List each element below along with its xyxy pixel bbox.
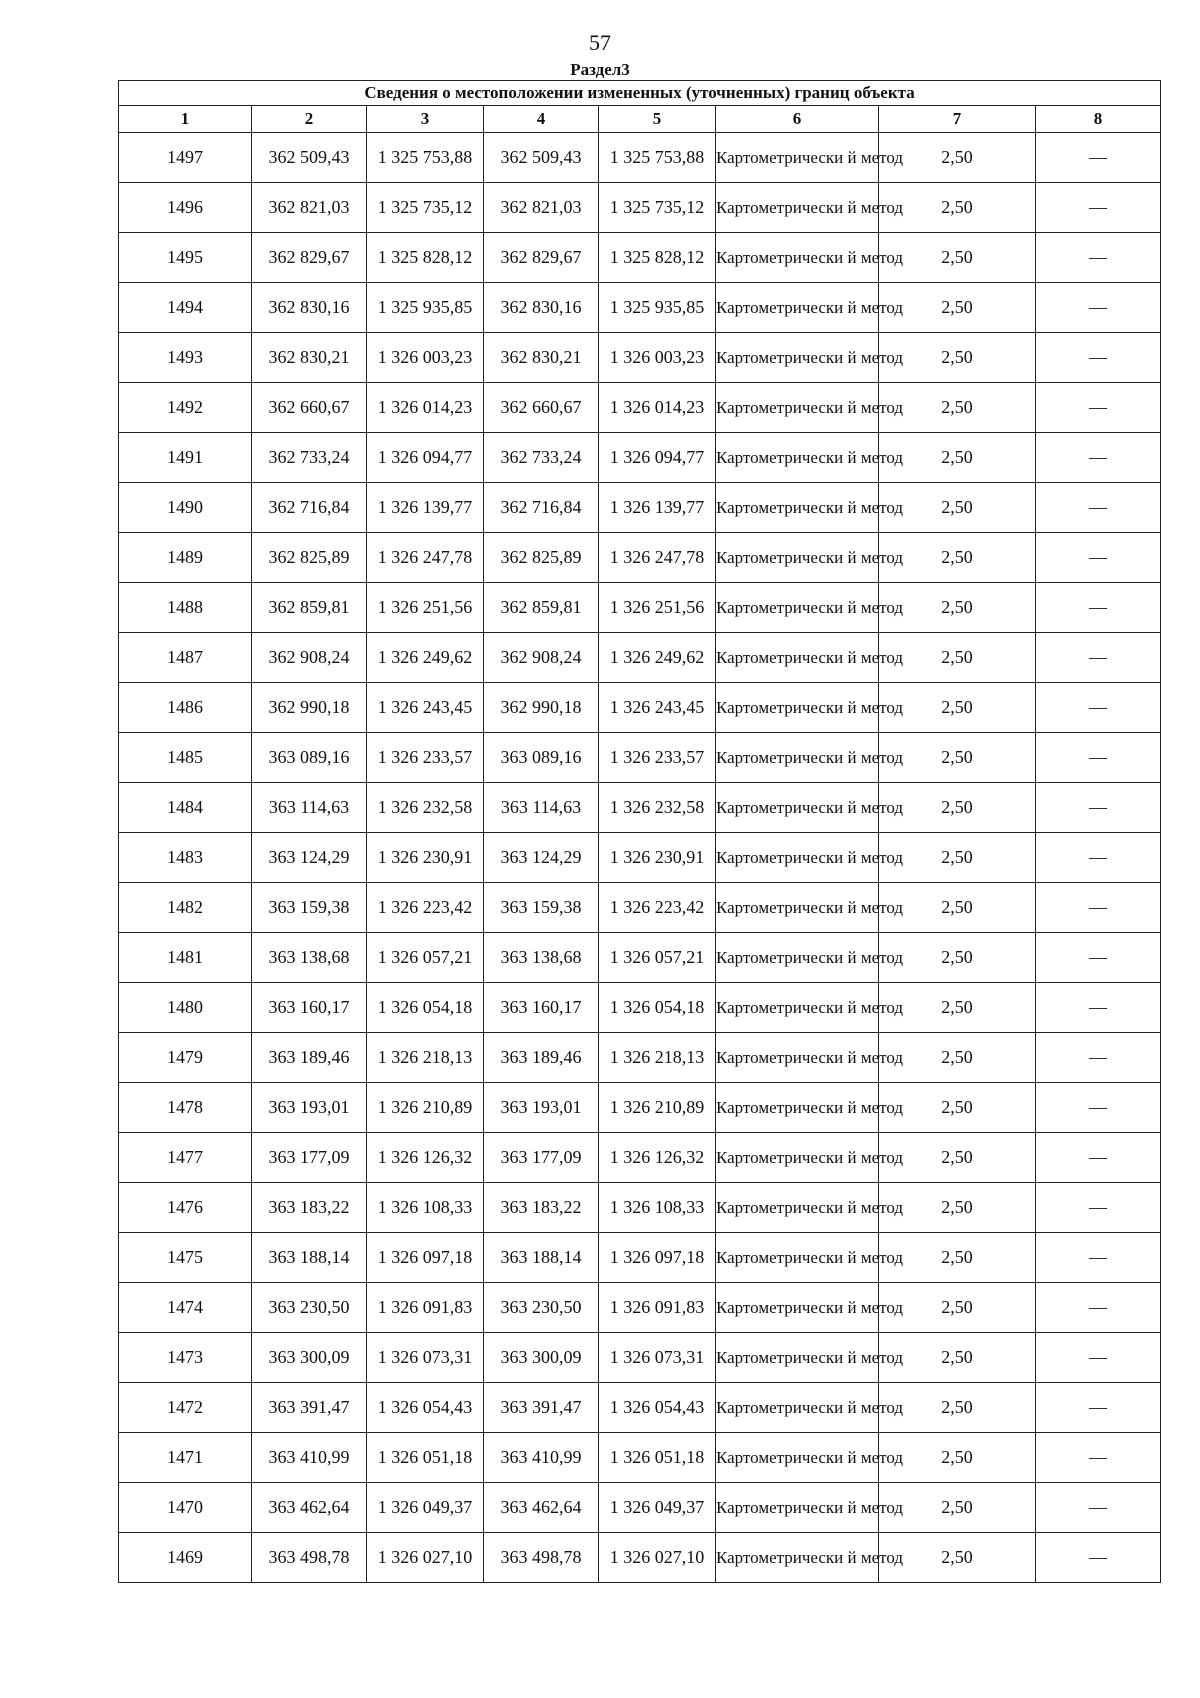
y-new-cell: 1 326 223,42 <box>599 883 716 933</box>
table-row <box>119 133 1161 183</box>
accuracy-cell: 2,50 <box>879 383 1036 433</box>
description-cell: — <box>1036 833 1161 883</box>
method-cell: Картометрически й метод <box>716 233 879 283</box>
y-new-cell: 1 325 753,88 <box>599 133 716 183</box>
x-old-cell: 362 908,24 <box>252 633 367 683</box>
method-cell: Картометрически й метод <box>716 983 879 1033</box>
description-cell: — <box>1036 133 1161 183</box>
point-number-cell: 1487 <box>119 633 252 683</box>
x-new-cell: 363 498,78 <box>484 1533 599 1583</box>
point-number-cell: 1477 <box>119 1133 252 1183</box>
x-old-cell: 362 825,89 <box>252 533 367 583</box>
description-cell: — <box>1036 1233 1161 1283</box>
column-header: 7 <box>879 106 1036 133</box>
y-old-cell: 1 326 091,83 <box>367 1283 484 1333</box>
point-number-cell: 1473 <box>119 1333 252 1383</box>
y-new-cell: 1 326 054,43 <box>599 1383 716 1433</box>
x-new-cell: 363 089,16 <box>484 733 599 783</box>
y-new-cell: 1 326 108,33 <box>599 1183 716 1233</box>
description-cell: — <box>1036 1483 1161 1533</box>
y-new-cell: 1 326 073,31 <box>599 1333 716 1383</box>
method-cell: Картометрически й метод <box>716 1383 879 1433</box>
y-new-cell: 1 326 249,62 <box>599 633 716 683</box>
y-old-cell: 1 326 003,23 <box>367 333 484 383</box>
description-cell: — <box>1036 1133 1161 1183</box>
column-header: 4 <box>484 106 599 133</box>
x-new-cell: 362 859,81 <box>484 583 599 633</box>
method-cell: Картометрически й метод <box>716 183 879 233</box>
method-cell: Картометрически й метод <box>716 733 879 783</box>
x-old-cell: 362 716,84 <box>252 483 367 533</box>
column-header: 2 <box>252 106 367 133</box>
x-old-cell: 362 830,16 <box>252 283 367 333</box>
accuracy-cell: 2,50 <box>879 883 1036 933</box>
table-row <box>119 333 1161 383</box>
description-cell: — <box>1036 1433 1161 1483</box>
method-cell: Картометрически й метод <box>716 333 879 383</box>
x-old-cell: 363 230,50 <box>252 1283 367 1333</box>
coordinates-table <box>118 80 1161 1583</box>
y-new-cell: 1 326 218,13 <box>599 1033 716 1083</box>
point-number-cell: 1475 <box>119 1233 252 1283</box>
table-row <box>119 283 1161 333</box>
description-cell: — <box>1036 883 1161 933</box>
x-old-cell: 362 990,18 <box>252 683 367 733</box>
accuracy-cell: 2,50 <box>879 583 1036 633</box>
y-old-cell: 1 326 243,45 <box>367 683 484 733</box>
method-cell: Картометрически й метод <box>716 133 879 183</box>
description-cell: — <box>1036 233 1161 283</box>
y-old-cell: 1 326 057,21 <box>367 933 484 983</box>
y-new-cell: 1 326 247,78 <box>599 533 716 583</box>
x-new-cell: 362 716,84 <box>484 483 599 533</box>
description-cell: — <box>1036 1083 1161 1133</box>
point-number-cell: 1497 <box>119 133 252 183</box>
accuracy-cell: 2,50 <box>879 783 1036 833</box>
column-header-row <box>119 106 1161 133</box>
table-row <box>119 233 1161 283</box>
y-old-cell: 1 325 735,12 <box>367 183 484 233</box>
x-old-cell: 363 188,14 <box>252 1233 367 1283</box>
method-cell: Картометрически й метод <box>716 283 879 333</box>
y-old-cell: 1 326 223,42 <box>367 883 484 933</box>
table-row <box>119 533 1161 583</box>
x-new-cell: 362 660,67 <box>484 383 599 433</box>
description-cell: — <box>1036 333 1161 383</box>
description-cell: — <box>1036 1033 1161 1083</box>
table-row <box>119 633 1161 683</box>
accuracy-cell: 2,50 <box>879 1383 1036 1433</box>
method-cell: Картометрически й метод <box>716 1483 879 1533</box>
accuracy-cell: 2,50 <box>879 833 1036 883</box>
x-new-cell: 363 300,09 <box>484 1333 599 1383</box>
y-old-cell: 1 326 233,57 <box>367 733 484 783</box>
point-number-cell: 1470 <box>119 1483 252 1533</box>
table-row <box>119 1033 1161 1083</box>
accuracy-cell: 2,50 <box>879 333 1036 383</box>
method-cell: Картометрически й метод <box>716 1533 879 1583</box>
y-old-cell: 1 326 049,37 <box>367 1483 484 1533</box>
accuracy-cell: 2,50 <box>879 133 1036 183</box>
x-new-cell: 363 124,29 <box>484 833 599 883</box>
x-new-cell: 362 825,89 <box>484 533 599 583</box>
table-row <box>119 483 1161 533</box>
x-old-cell: 363 159,38 <box>252 883 367 933</box>
table-row <box>119 1183 1161 1233</box>
method-cell: Картометрически й метод <box>716 383 879 433</box>
description-cell: — <box>1036 783 1161 833</box>
point-number-cell: 1490 <box>119 483 252 533</box>
x-old-cell: 362 733,24 <box>252 433 367 483</box>
point-number-cell: 1484 <box>119 783 252 833</box>
y-old-cell: 1 326 230,91 <box>367 833 484 883</box>
x-new-cell: 363 193,01 <box>484 1083 599 1133</box>
x-new-cell: 363 462,64 <box>484 1483 599 1533</box>
point-number-cell: 1480 <box>119 983 252 1033</box>
y-old-cell: 1 325 935,85 <box>367 283 484 333</box>
column-header: 6 <box>716 106 879 133</box>
y-new-cell: 1 326 251,56 <box>599 583 716 633</box>
y-new-cell: 1 326 210,89 <box>599 1083 716 1133</box>
point-number-cell: 1474 <box>119 1283 252 1333</box>
accuracy-cell: 2,50 <box>879 183 1036 233</box>
x-old-cell: 363 300,09 <box>252 1333 367 1383</box>
y-old-cell: 1 326 054,18 <box>367 983 484 1033</box>
y-new-cell: 1 326 057,21 <box>599 933 716 983</box>
x-old-cell: 362 509,43 <box>252 133 367 183</box>
table-row <box>119 983 1161 1033</box>
y-new-cell: 1 326 049,37 <box>599 1483 716 1533</box>
point-number-cell: 1471 <box>119 1433 252 1483</box>
accuracy-cell: 2,50 <box>879 1133 1036 1183</box>
column-header: 1 <box>119 106 252 133</box>
accuracy-cell: 2,50 <box>879 1533 1036 1583</box>
description-cell: — <box>1036 983 1161 1033</box>
accuracy-cell: 2,50 <box>879 1483 1036 1533</box>
y-old-cell: 1 326 097,18 <box>367 1233 484 1283</box>
y-new-cell: 1 326 243,45 <box>599 683 716 733</box>
x-new-cell: 362 990,18 <box>484 683 599 733</box>
point-number-cell: 1478 <box>119 1083 252 1133</box>
table-row <box>119 1433 1161 1483</box>
x-new-cell: 363 114,63 <box>484 783 599 833</box>
y-old-cell: 1 326 251,56 <box>367 583 484 633</box>
table-row <box>119 433 1161 483</box>
table-row <box>119 1383 1161 1433</box>
point-number-cell: 1495 <box>119 233 252 283</box>
accuracy-cell: 2,50 <box>879 683 1036 733</box>
x-old-cell: 362 660,67 <box>252 383 367 433</box>
y-new-cell: 1 325 828,12 <box>599 233 716 283</box>
accuracy-cell: 2,50 <box>879 633 1036 683</box>
table-row <box>119 1533 1161 1583</box>
point-number-cell: 1486 <box>119 683 252 733</box>
x-old-cell: 363 124,29 <box>252 833 367 883</box>
x-new-cell: 362 830,16 <box>484 283 599 333</box>
description-cell: — <box>1036 383 1161 433</box>
y-new-cell: 1 326 232,58 <box>599 783 716 833</box>
method-cell: Картометрически й метод <box>716 1433 879 1483</box>
table-caption-row <box>119 81 1161 106</box>
y-old-cell: 1 326 073,31 <box>367 1333 484 1383</box>
table-row <box>119 683 1161 733</box>
accuracy-cell: 2,50 <box>879 1433 1036 1483</box>
y-new-cell: 1 326 051,18 <box>599 1433 716 1483</box>
table-row <box>119 733 1161 783</box>
x-old-cell: 363 089,16 <box>252 733 367 783</box>
method-cell: Картометрически й метод <box>716 633 879 683</box>
table-row <box>119 1333 1161 1383</box>
point-number-cell: 1476 <box>119 1183 252 1233</box>
point-number-cell: 1472 <box>119 1383 252 1433</box>
accuracy-cell: 2,50 <box>879 733 1036 783</box>
description-cell: — <box>1036 683 1161 733</box>
y-new-cell: 1 326 094,77 <box>599 433 716 483</box>
table-row <box>119 583 1161 633</box>
y-old-cell: 1 326 014,23 <box>367 383 484 433</box>
y-old-cell: 1 326 139,77 <box>367 483 484 533</box>
point-number-cell: 1494 <box>119 283 252 333</box>
x-old-cell: 363 183,22 <box>252 1183 367 1233</box>
x-new-cell: 363 188,14 <box>484 1233 599 1283</box>
point-number-cell: 1496 <box>119 183 252 233</box>
point-number-cell: 1483 <box>119 833 252 883</box>
method-cell: Картометрически й метод <box>716 883 879 933</box>
accuracy-cell: 2,50 <box>879 483 1036 533</box>
description-cell: — <box>1036 1183 1161 1233</box>
y-old-cell: 1 325 828,12 <box>367 233 484 283</box>
description-cell: — <box>1036 533 1161 583</box>
y-old-cell: 1 326 249,62 <box>367 633 484 683</box>
accuracy-cell: 2,50 <box>879 433 1036 483</box>
description-cell: — <box>1036 733 1161 783</box>
y-old-cell: 1 325 753,88 <box>367 133 484 183</box>
point-number-cell: 1469 <box>119 1533 252 1583</box>
x-new-cell: 363 177,09 <box>484 1133 599 1183</box>
y-new-cell: 1 326 097,18 <box>599 1233 716 1283</box>
x-new-cell: 362 829,67 <box>484 233 599 283</box>
x-old-cell: 363 391,47 <box>252 1383 367 1433</box>
description-cell: — <box>1036 483 1161 533</box>
description-cell: — <box>1036 1333 1161 1383</box>
table-row <box>119 183 1161 233</box>
x-old-cell: 363 189,46 <box>252 1033 367 1083</box>
table-row <box>119 883 1161 933</box>
x-new-cell: 363 160,17 <box>484 983 599 1033</box>
x-old-cell: 362 821,03 <box>252 183 367 233</box>
method-cell: Картометрически й метод <box>716 833 879 883</box>
x-old-cell: 363 193,01 <box>252 1083 367 1133</box>
y-old-cell: 1 326 210,89 <box>367 1083 484 1133</box>
x-new-cell: 362 509,43 <box>484 133 599 183</box>
y-new-cell: 1 326 230,91 <box>599 833 716 883</box>
x-old-cell: 363 160,17 <box>252 983 367 1033</box>
method-cell: Картометрически й метод <box>716 483 879 533</box>
description-cell: — <box>1036 1533 1161 1583</box>
method-cell: Картометрически й метод <box>716 1133 879 1183</box>
x-new-cell: 363 230,50 <box>484 1283 599 1333</box>
y-new-cell: 1 326 054,18 <box>599 983 716 1033</box>
method-cell: Картометрически й метод <box>716 1283 879 1333</box>
column-header: 8 <box>1036 106 1161 133</box>
point-number-cell: 1482 <box>119 883 252 933</box>
accuracy-cell: 2,50 <box>879 1083 1036 1133</box>
method-cell: Картометрически й метод <box>716 683 879 733</box>
y-old-cell: 1 326 218,13 <box>367 1033 484 1083</box>
x-new-cell: 363 391,47 <box>484 1383 599 1433</box>
description-cell: — <box>1036 283 1161 333</box>
description-cell: — <box>1036 183 1161 233</box>
description-cell: — <box>1036 1383 1161 1433</box>
section-title: Раздел3 <box>570 60 630 79</box>
x-new-cell: 362 821,03 <box>484 183 599 233</box>
method-cell: Картометрически й метод <box>716 433 879 483</box>
accuracy-cell: 2,50 <box>879 533 1036 583</box>
y-new-cell: 1 326 091,83 <box>599 1283 716 1333</box>
accuracy-cell: 2,50 <box>879 233 1036 283</box>
point-number-cell: 1485 <box>119 733 252 783</box>
accuracy-cell: 2,50 <box>879 1033 1036 1083</box>
column-header: 5 <box>599 106 716 133</box>
accuracy-cell: 2,50 <box>879 1333 1036 1383</box>
x-old-cell: 363 114,63 <box>252 783 367 833</box>
x-old-cell: 363 410,99 <box>252 1433 367 1483</box>
table-row <box>119 1283 1161 1333</box>
y-new-cell: 1 326 003,23 <box>599 333 716 383</box>
column-header: 3 <box>367 106 484 133</box>
y-new-cell: 1 326 027,10 <box>599 1533 716 1583</box>
y-old-cell: 1 326 027,10 <box>367 1533 484 1583</box>
x-new-cell: 362 908,24 <box>484 633 599 683</box>
x-old-cell: 362 859,81 <box>252 583 367 633</box>
point-number-cell: 1488 <box>119 583 252 633</box>
description-cell: — <box>1036 933 1161 983</box>
table-row <box>119 1233 1161 1283</box>
description-cell: — <box>1036 583 1161 633</box>
point-number-cell: 1481 <box>119 933 252 983</box>
x-new-cell: 363 159,38 <box>484 883 599 933</box>
table-caption: Сведения о местоположении измененных (уточненных) границ объекта <box>119 81 1161 106</box>
method-cell: Картометрически й метод <box>716 583 879 633</box>
x-new-cell: 363 183,22 <box>484 1183 599 1233</box>
point-number-cell: 1489 <box>119 533 252 583</box>
y-new-cell: 1 325 935,85 <box>599 283 716 333</box>
y-old-cell: 1 326 126,32 <box>367 1133 484 1183</box>
x-new-cell: 363 189,46 <box>484 1033 599 1083</box>
table-row <box>119 1483 1161 1533</box>
x-old-cell: 363 177,09 <box>252 1133 367 1183</box>
x-new-cell: 362 733,24 <box>484 433 599 483</box>
x-old-cell: 362 830,21 <box>252 333 367 383</box>
y-new-cell: 1 326 233,57 <box>599 733 716 783</box>
y-old-cell: 1 326 247,78 <box>367 533 484 583</box>
point-number-cell: 1493 <box>119 333 252 383</box>
method-cell: Картометрически й метод <box>716 1083 879 1133</box>
table-row <box>119 383 1161 433</box>
accuracy-cell: 2,50 <box>879 983 1036 1033</box>
x-new-cell: 363 410,99 <box>484 1433 599 1483</box>
y-old-cell: 1 326 232,58 <box>367 783 484 833</box>
description-cell: — <box>1036 433 1161 483</box>
point-number-cell: 1491 <box>119 433 252 483</box>
table-body <box>119 133 1161 1583</box>
x-old-cell: 363 462,64 <box>252 1483 367 1533</box>
point-number-cell: 1479 <box>119 1033 252 1083</box>
accuracy-cell: 2,50 <box>879 1283 1036 1333</box>
x-new-cell: 362 830,21 <box>484 333 599 383</box>
method-cell: Картометрически й метод <box>716 1033 879 1083</box>
point-number-cell: 1492 <box>119 383 252 433</box>
y-old-cell: 1 326 108,33 <box>367 1183 484 1233</box>
accuracy-cell: 2,50 <box>879 1183 1036 1233</box>
y-new-cell: 1 326 126,32 <box>599 1133 716 1183</box>
table-row <box>119 933 1161 983</box>
description-cell: — <box>1036 633 1161 683</box>
y-old-cell: 1 326 051,18 <box>367 1433 484 1483</box>
x-old-cell: 363 138,68 <box>252 933 367 983</box>
y-new-cell: 1 326 014,23 <box>599 383 716 433</box>
table-row <box>119 833 1161 883</box>
x-old-cell: 362 829,67 <box>252 233 367 283</box>
x-old-cell: 363 498,78 <box>252 1533 367 1583</box>
y-old-cell: 1 326 094,77 <box>367 433 484 483</box>
table-row <box>119 1133 1161 1183</box>
accuracy-cell: 2,50 <box>879 283 1036 333</box>
table-row <box>119 783 1161 833</box>
method-cell: Картометрически й метод <box>716 933 879 983</box>
description-cell: — <box>1036 1283 1161 1333</box>
y-new-cell: 1 326 139,77 <box>599 483 716 533</box>
method-cell: Картометрически й метод <box>716 533 879 583</box>
y-new-cell: 1 325 735,12 <box>599 183 716 233</box>
method-cell: Картометрически й метод <box>716 1183 879 1233</box>
page-number: 57 <box>589 30 611 55</box>
accuracy-cell: 2,50 <box>879 1233 1036 1283</box>
x-new-cell: 363 138,68 <box>484 933 599 983</box>
method-cell: Картометрически й метод <box>716 783 879 833</box>
accuracy-cell: 2,50 <box>879 933 1036 983</box>
method-cell: Картометрически й метод <box>716 1233 879 1283</box>
y-old-cell: 1 326 054,43 <box>367 1383 484 1433</box>
table-row <box>119 1083 1161 1133</box>
method-cell: Картометрически й метод <box>716 1333 879 1383</box>
